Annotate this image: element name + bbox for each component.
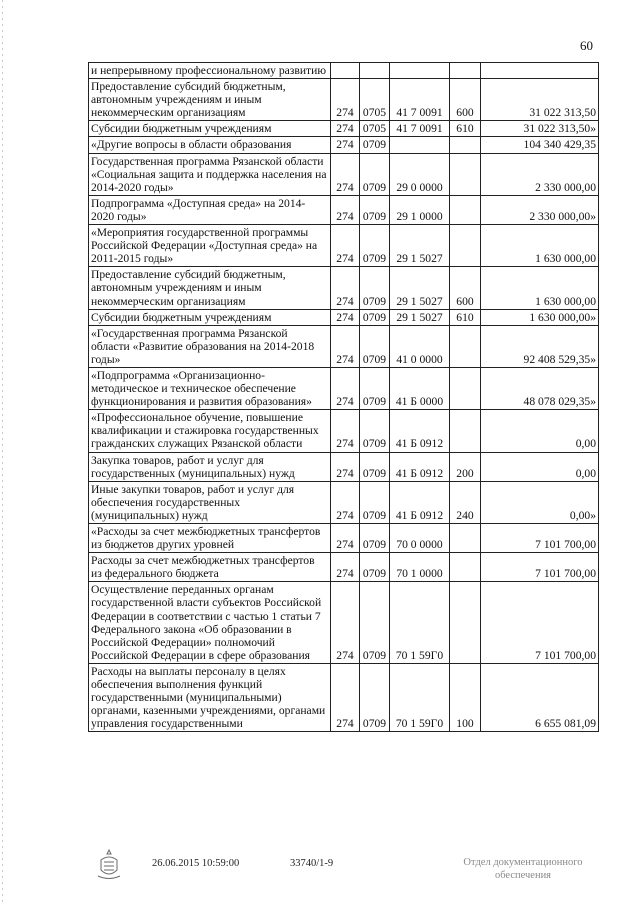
row-name-cell: Предоставление субсидий бюджетным, автономным учреждениям и иным некоммерческим организациям <box>89 267 331 309</box>
row-vr-cell <box>450 367 481 409</box>
row-name-cell: Субсидии бюджетным учреждениям <box>89 121 331 137</box>
row-name-cell: «Государственная программа Рязанской области «Развитие образования на 2014-2018 годы» <box>89 325 331 367</box>
department-line-1: Отдел документационного <box>463 857 583 868</box>
row-code-cell <box>331 63 360 79</box>
row-section-cell: 0709 <box>360 663 390 731</box>
row-section-cell: 0709 <box>360 153 390 195</box>
table-row <box>89 553 599 582</box>
row-section-cell: 0709 <box>360 325 390 367</box>
row-article-cell: 41 Б 0912 <box>390 452 450 481</box>
row-article-cell: 70 1 59Г0 <box>390 663 450 731</box>
row-code-cell: 274 <box>331 367 360 409</box>
row-sum-cell: 1 630 000,00 <box>481 267 599 309</box>
row-name-cell: Расходы на выплаты персоналу в целях обеспечения выполнения функций государственными (муниципальными) органами, казенными учреждениями, органами управления государственными <box>89 663 331 731</box>
table-row <box>89 153 599 195</box>
row-sum-cell <box>481 63 599 79</box>
row-vr-cell: 200 <box>450 452 481 481</box>
row-section-cell <box>360 63 390 79</box>
row-vr-cell <box>450 195 481 224</box>
page-number: 60 <box>580 38 593 53</box>
row-article-cell: 29 1 5027 <box>390 267 450 309</box>
row-sum-cell: 7 101 700,00 <box>481 524 599 553</box>
table-row <box>89 225 599 267</box>
row-article-cell: 41 0 0000 <box>390 325 450 367</box>
table-row <box>89 79 599 121</box>
row-code-cell: 274 <box>331 481 360 523</box>
row-name-cell: «Мероприятия государственной программы Российской Федерации «Доступная среда» на 2011-2015 годы» <box>89 225 331 267</box>
row-sum-cell: 1 630 000,00» <box>481 309 599 325</box>
row-sum-cell: 92 408 529,35» <box>481 325 599 367</box>
row-name-cell: «Подпрограмма «Организационно-методическое и техническое обеспечение функционирования и развития образования» <box>89 367 331 409</box>
row-code-cell: 274 <box>331 195 360 224</box>
row-section-cell: 0709 <box>360 582 390 664</box>
row-section-cell: 0709 <box>360 195 390 224</box>
row-vr-cell <box>450 410 481 452</box>
table-row <box>89 325 599 367</box>
row-vr-cell <box>450 63 481 79</box>
row-name-cell: «Профессиональное обучение, повышение квалификации и стажировка государственных гражданских служащих Рязанской области <box>89 410 331 452</box>
footer-datetime: 26.06.2015 10:59:00 <box>152 858 240 869</box>
row-sum-cell: 0,00 <box>481 410 599 452</box>
row-article-cell: 70 1 0000 <box>390 553 450 582</box>
table-row <box>89 137 599 153</box>
row-section-cell: 0709 <box>360 309 390 325</box>
table-row <box>89 267 599 309</box>
row-name-cell: Подпрограмма «Доступная среда» на 2014-2020 годы» <box>89 195 331 224</box>
scan-edge-mark <box>2 0 3 905</box>
row-article-cell <box>390 137 450 153</box>
row-sum-cell: 2 330 000,00 <box>481 153 599 195</box>
budget-table <box>88 62 599 732</box>
row-section-cell: 0709 <box>360 267 390 309</box>
row-name-cell: «Другие вопросы в области образования <box>89 137 331 153</box>
row-vr-cell: 240 <box>450 481 481 523</box>
row-article-cell: 41 Б 0912 <box>390 481 450 523</box>
table-row <box>89 481 599 523</box>
row-article-cell: 41 7 0091 <box>390 121 450 137</box>
row-article-cell: 70 1 59Г0 <box>390 582 450 664</box>
row-sum-cell: 31 022 313,50 <box>481 79 599 121</box>
row-code-cell: 274 <box>331 452 360 481</box>
row-vr-cell <box>450 153 481 195</box>
row-vr-cell <box>450 137 481 153</box>
row-section-cell: 0709 <box>360 524 390 553</box>
row-name-cell: Предоставление субсидий бюджетным, автономным учреждениям и иным некоммерческим организациям <box>89 79 331 121</box>
department-stamp <box>448 856 598 882</box>
row-vr-cell <box>450 524 481 553</box>
row-sum-cell: 7 101 700,00 <box>481 582 599 664</box>
row-code-cell: 274 <box>331 137 360 153</box>
table-row <box>89 195 599 224</box>
row-article-cell: 29 0 0000 <box>390 153 450 195</box>
row-article-cell: 29 1 5027 <box>390 225 450 267</box>
table-row <box>89 367 599 409</box>
table-row <box>89 121 599 137</box>
row-vr-cell: 100 <box>450 663 481 731</box>
row-name-cell: и непрерывному профессиональному развитию <box>89 63 331 79</box>
row-code-cell: 274 <box>331 582 360 664</box>
row-sum-cell: 104 340 429,35 <box>481 137 599 153</box>
table-row <box>89 309 599 325</box>
emblem-stamp <box>95 848 123 880</box>
row-article-cell: 41 Б 0000 <box>390 367 450 409</box>
row-code-cell: 274 <box>331 267 360 309</box>
row-vr-cell <box>450 325 481 367</box>
table-row <box>89 410 599 452</box>
row-article-cell <box>390 63 450 79</box>
row-code-cell: 274 <box>331 153 360 195</box>
row-name-cell: Государственная программа Рязанской области «Социальная защита и поддержка населения на 2014-2020 годы» <box>89 153 331 195</box>
row-code-cell: 274 <box>331 325 360 367</box>
row-sum-cell: 0,00 <box>481 452 599 481</box>
row-vr-cell <box>450 582 481 664</box>
footer-doc-id: 33740/1-9 <box>290 858 334 869</box>
table-row <box>89 582 599 664</box>
row-sum-cell: 6 655 081,09 <box>481 663 599 731</box>
row-sum-cell: 0,00» <box>481 481 599 523</box>
row-name-cell: Осуществление переданных органам государственной власти субъектов Российской Федерации в соответствии с частью 1 статьи 7 Федерального закона «Об образовании в Российской Федерации» полномочий Российской Федерации в сфере образования <box>89 582 331 664</box>
row-section-cell: 0709 <box>360 367 390 409</box>
row-section-cell: 0709 <box>360 225 390 267</box>
row-code-cell: 274 <box>331 663 360 731</box>
row-sum-cell: 1 630 000,00 <box>481 225 599 267</box>
row-vr-cell <box>450 225 481 267</box>
row-code-cell: 274 <box>331 524 360 553</box>
table-row <box>89 524 599 553</box>
row-article-cell: 70 0 0000 <box>390 524 450 553</box>
row-sum-cell: 2 330 000,00» <box>481 195 599 224</box>
row-vr-cell <box>450 553 481 582</box>
row-code-cell: 274 <box>331 309 360 325</box>
row-name-cell: Расходы за счет межбюджетных трансфертов из федерального бюджета <box>89 553 331 582</box>
row-name-cell: Иные закупки товаров, работ и услуг для обеспечения государственных (муниципальных) нужд <box>89 481 331 523</box>
row-vr-cell: 600 <box>450 79 481 121</box>
row-name-cell: Субсидии бюджетным учреждениям <box>89 309 331 325</box>
row-section-cell: 0705 <box>360 79 390 121</box>
row-code-cell: 274 <box>331 225 360 267</box>
row-article-cell: 29 1 5027 <box>390 309 450 325</box>
budget-table-body <box>89 63 599 732</box>
row-name-cell: «Расходы за счет межбюджетных трансфертов из бюджетов других уровней <box>89 524 331 553</box>
department-line-2: обеспечения <box>494 870 552 881</box>
row-section-cell: 0709 <box>360 452 390 481</box>
row-vr-cell: 600 <box>450 267 481 309</box>
row-section-cell: 0705 <box>360 121 390 137</box>
row-code-cell: 274 <box>331 121 360 137</box>
row-section-cell: 0709 <box>360 553 390 582</box>
row-sum-cell: 48 078 029,35» <box>481 367 599 409</box>
row-section-cell: 0709 <box>360 481 390 523</box>
table-row <box>89 63 599 79</box>
row-name-cell: Закупка товаров, работ и услуг для государственных (муниципальных) нужд <box>89 452 331 481</box>
row-code-cell: 274 <box>331 553 360 582</box>
table-row <box>89 452 599 481</box>
row-section-cell: 0709 <box>360 137 390 153</box>
row-sum-cell: 7 101 700,00 <box>481 553 599 582</box>
row-article-cell: 29 1 0000 <box>390 195 450 224</box>
row-code-cell: 274 <box>331 79 360 121</box>
row-vr-cell: 610 <box>450 309 481 325</box>
row-article-cell: 41 Б 0912 <box>390 410 450 452</box>
row-vr-cell: 610 <box>450 121 481 137</box>
row-article-cell: 41 7 0091 <box>390 79 450 121</box>
row-sum-cell: 31 022 313,50» <box>481 121 599 137</box>
row-code-cell: 274 <box>331 410 360 452</box>
row-section-cell: 0709 <box>360 410 390 452</box>
table-row <box>89 663 599 731</box>
